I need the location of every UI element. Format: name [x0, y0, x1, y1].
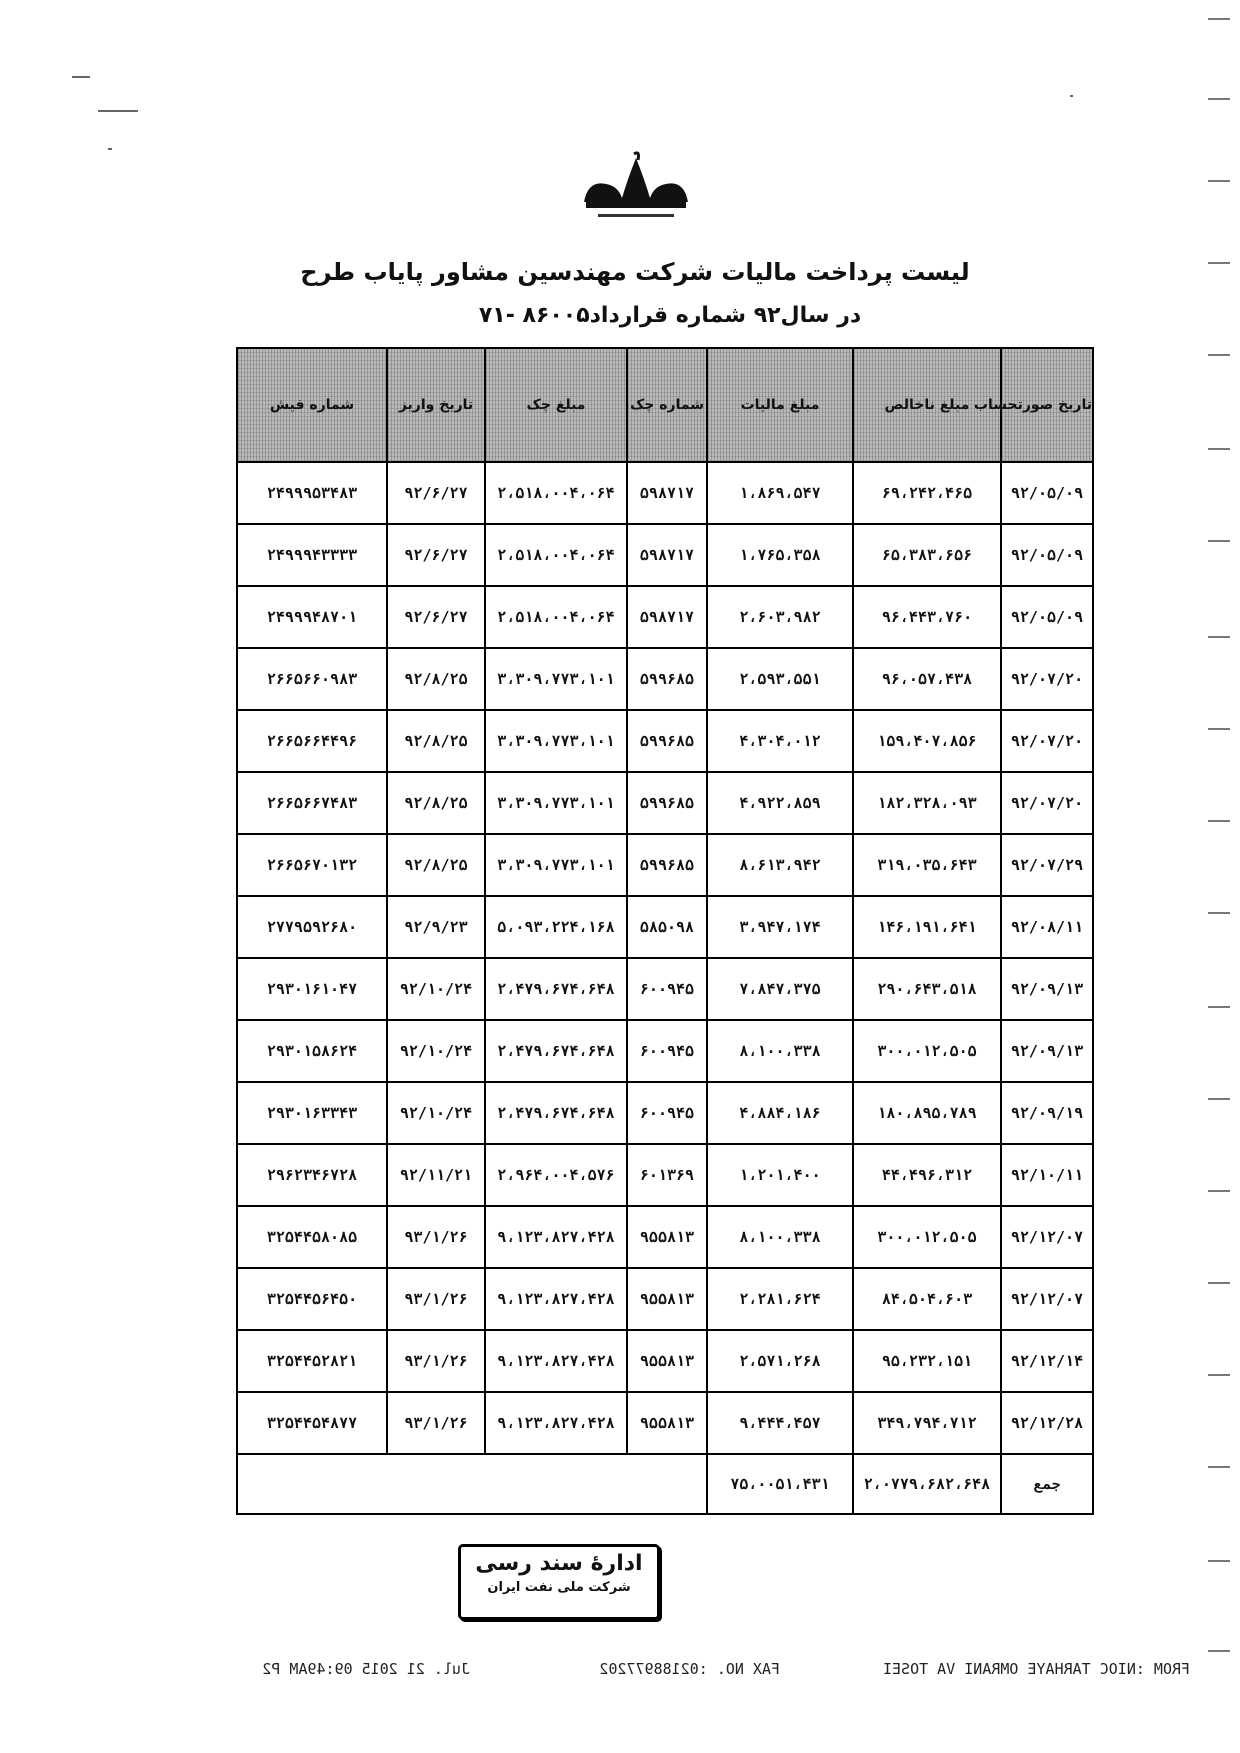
table-cell: ۱۴۶،۱۹۱،۶۴۱ [853, 896, 1001, 958]
nioc-logo-icon [578, 150, 694, 228]
table-cell: ۹۲/۱۲/۱۴ [1001, 1330, 1093, 1392]
table-cell: ۶۰۰۹۴۵ [627, 1020, 707, 1082]
table-row [237, 1392, 1093, 1454]
table-cell: ۲،۹۶۴،۰۰۴،۵۷۶ [485, 1144, 627, 1206]
table-header-row [237, 348, 1093, 462]
table-cell: ۹۳/۱/۲۶ [387, 1206, 485, 1268]
table-cell: ۶۵،۳۸۳،۶۵۶ [853, 524, 1001, 586]
table-cell: ۲،۵۹۳،۵۵۱ [707, 648, 853, 710]
table-cell: ۳۲۵۴۴۵۸۰۸۵ [237, 1206, 387, 1268]
column-header: شماره فیش [237, 348, 387, 462]
table-cell: ۸،۱۰۰،۳۳۸ [707, 1020, 853, 1082]
table-cell: ۹۲/۸/۲۵ [387, 710, 485, 772]
table-cell: ۹۲/۰۷/۲۰ [1001, 772, 1093, 834]
table-row [237, 462, 1093, 524]
table-cell: ۹۲/۶/۲۷ [387, 524, 485, 586]
table-cell: ۲۷۷۹۵۹۲۶۸۰ [237, 896, 387, 958]
total-tax: ۷۵،۰۰۵۱،۴۳۱ [707, 1454, 853, 1514]
table-row [237, 648, 1093, 710]
table-cell: ۹۲/۰۸/۱۱ [1001, 896, 1093, 958]
table-cell: ۴۴،۴۹۶،۳۱۲ [853, 1144, 1001, 1206]
table-cell: ۵۹۸۷۱۷ [627, 586, 707, 648]
table-cell: ۹۵۵۸۱۳ [627, 1268, 707, 1330]
table-cell: ۹۳/۱/۲۶ [387, 1392, 485, 1454]
table-cell: ۱،۷۶۵،۳۵۸ [707, 524, 853, 586]
table-cell: ۵۹۸۷۱۷ [627, 462, 707, 524]
table-row [237, 834, 1093, 896]
stamp-title: ادارهٔ سند رسی [475, 1551, 643, 1576]
table-row [237, 958, 1093, 1020]
table-cell: ۹۲/۶/۲۷ [387, 462, 485, 524]
table-cell: ۳۲۵۴۴۵۶۴۵۰ [237, 1268, 387, 1330]
table-cell: ۵۹۹۶۸۵ [627, 834, 707, 896]
table-row [237, 1330, 1093, 1392]
table-cell: ۹۲/۰۵/۰۹ [1001, 524, 1093, 586]
table-cell: ۲،۴۷۹،۶۷۴،۶۴۸ [485, 1082, 627, 1144]
table-cell: ۹۵۵۸۱۳ [627, 1330, 707, 1392]
table-cell: ۹،۱۲۳،۸۲۷،۴۲۸ [485, 1392, 627, 1454]
table-cell: ۲۶۶۵۶۶۰۹۸۳ [237, 648, 387, 710]
table-cell: ۲،۵۱۸،۰۰۴،۰۶۴ [485, 586, 627, 648]
table-cell: ۲۴۹۹۹۵۳۴۸۳ [237, 462, 387, 524]
table-cell: ۷،۸۴۷،۳۷۵ [707, 958, 853, 1020]
table-row [237, 710, 1093, 772]
table-cell: ۲۹۶۲۳۴۶۷۲۸ [237, 1144, 387, 1206]
table-cell: ۹۲/۱۰/۲۴ [387, 958, 485, 1020]
stamp-org: شرکت ملی نفت ایران [487, 1580, 631, 1595]
table-cell: ۵۹۸۷۱۷ [627, 524, 707, 586]
table-cell: ۹۲/۹/۲۳ [387, 896, 485, 958]
table-cell: ۹۲/۸/۲۵ [387, 834, 485, 896]
table-cell: ۲،۴۷۹،۶۷۴،۶۴۸ [485, 1020, 627, 1082]
table-cell: ۳،۳۰۹،۷۷۳،۱۰۱ [485, 710, 627, 772]
column-header: مبلغ ناخالص [853, 348, 1001, 462]
total-gross: ۲،۰۷۷۹،۶۸۲،۶۴۸ [853, 1454, 1001, 1514]
table-cell: ۹،۴۴۴،۴۵۷ [707, 1392, 853, 1454]
table-cell: ۲۴۹۹۹۴۳۳۳۳ [237, 524, 387, 586]
table-cell: ۳،۳۰۹،۷۷۳،۱۰۱ [485, 772, 627, 834]
total-label: جمع [1001, 1454, 1093, 1514]
table-cell: ۱۸۰،۸۹۵،۷۸۹ [853, 1082, 1001, 1144]
table-cell: ۲۹۳۰۱۶۳۳۴۳ [237, 1082, 387, 1144]
table-cell: ۱،۸۶۹،۵۴۷ [707, 462, 853, 524]
table-cell: ۶۰۱۳۶۹ [627, 1144, 707, 1206]
table-cell: ۳۰۰،۰۱۲،۵۰۵ [853, 1020, 1001, 1082]
table-cell: ۹۲/۱۲/۰۷ [1001, 1268, 1093, 1330]
table-cell: ۳۲۵۴۴۵۴۸۷۷ [237, 1392, 387, 1454]
table-cell: ۹۲/۸/۲۵ [387, 648, 485, 710]
table-cell: ۶۰۰۹۴۵ [627, 958, 707, 1020]
table-cell: ۶۰۰۹۴۵ [627, 1082, 707, 1144]
table-cell: ۲،۵۱۸،۰۰۴،۰۶۴ [485, 524, 627, 586]
table-cell: ۹۲/۸/۲۵ [387, 772, 485, 834]
table-cell: ۲،۲۸۱،۶۲۴ [707, 1268, 853, 1330]
table-cell: ۹۶،۴۴۳،۷۶۰ [853, 586, 1001, 648]
table-row [237, 1020, 1093, 1082]
table-cell: ۳،۳۰۹،۷۷۳،۱۰۱ [485, 648, 627, 710]
table-cell: ۱۵۹،۴۰۷،۸۵۶ [853, 710, 1001, 772]
table-cell: ۴،۸۸۴،۱۸۶ [707, 1082, 853, 1144]
table-cell: ۹۲/۶/۲۷ [387, 586, 485, 648]
table-cell: ۹۲/۱۲/۰۷ [1001, 1206, 1093, 1268]
table-row [237, 772, 1093, 834]
fax-date: Jul. 21 2015 09:49AM P2 [262, 1660, 470, 1678]
table-cell: ۳۴۹،۷۹۴،۷۱۲ [853, 1392, 1001, 1454]
fax-number: FAX NO. :02188977202 [599, 1660, 780, 1678]
table-cell: ۲۹۳۰۱۵۸۶۲۴ [237, 1020, 387, 1082]
table-cell: ۳۱۹،۰۳۵،۶۴۳ [853, 834, 1001, 896]
table-cell: ۳۰۰،۰۱۲،۵۰۵ [853, 1206, 1001, 1268]
table-cell: ۲،۴۷۹،۶۷۴،۶۴۸ [485, 958, 627, 1020]
table-cell: ۹۲/۱۱/۲۱ [387, 1144, 485, 1206]
table-cell: ۲۶۶۵۶۶۷۴۸۳ [237, 772, 387, 834]
table-cell: ۲۶۶۵۶۶۴۴۹۶ [237, 710, 387, 772]
total-row [237, 1454, 1093, 1514]
document-subtitle: در سال۹۲ شماره قرارداد۸۶۰۰۵ -۷۱ [478, 303, 862, 328]
table-cell: ۹۵۵۸۱۳ [627, 1392, 707, 1454]
table-row [237, 524, 1093, 586]
table-cell: ۹۲/۰۵/۰۹ [1001, 586, 1093, 648]
table-cell: ۹۲/۱۲/۲۸ [1001, 1392, 1093, 1454]
total-empty-cell [237, 1454, 707, 1514]
document-title: لیست پرداخت مالیات شرکت مهندسین مشاور پایاب طرح [300, 258, 970, 286]
table-cell: ۹۵،۲۳۲،۱۵۱ [853, 1330, 1001, 1392]
table-cell: ۲۴۹۹۹۴۸۷۰۱ [237, 586, 387, 648]
table-cell: ۲۶۶۵۶۷۰۱۳۲ [237, 834, 387, 896]
table-cell: ۹۲/۰۹/۱۳ [1001, 1020, 1093, 1082]
fax-header-mirrored [150, 1660, 1190, 1684]
table-cell: ۹۲/۱۰/۲۴ [387, 1082, 485, 1144]
table-cell: ۳۲۵۴۴۵۲۸۲۱ [237, 1330, 387, 1392]
table-row [237, 1206, 1093, 1268]
table-cell: ۹،۱۲۳،۸۲۷،۴۲۸ [485, 1330, 627, 1392]
table-cell: ۲۹۳۰۱۶۱۰۴۷ [237, 958, 387, 1020]
table-cell: ۹۲/۰۷/۲۰ [1001, 648, 1093, 710]
table-row [237, 896, 1093, 958]
column-header: تاریخ صورتحساب [1001, 348, 1093, 462]
table-cell: ۲،۵۱۸،۰۰۴،۰۶۴ [485, 462, 627, 524]
table-cell: ۹۲/۰۹/۱۳ [1001, 958, 1093, 1020]
table-cell: ۹۲/۱۰/۲۴ [387, 1020, 485, 1082]
table-cell: ۳،۹۴۷،۱۷۴ [707, 896, 853, 958]
table-cell: ۲۹۰،۶۴۳،۵۱۸ [853, 958, 1001, 1020]
table-cell: ۵۸۵۰۹۸ [627, 896, 707, 958]
table-cell: ۹۳/۱/۲۶ [387, 1268, 485, 1330]
official-stamp [458, 1544, 660, 1620]
table-cell: ۹۲/۱۰/۱۱ [1001, 1144, 1093, 1206]
table-cell: ۲،۶۰۳،۹۸۲ [707, 586, 853, 648]
table-cell: ۸،۶۱۳،۹۴۲ [707, 834, 853, 896]
table-row [237, 1144, 1093, 1206]
table-cell: ۹۲/۰۷/۲۰ [1001, 710, 1093, 772]
table-cell: ۵۹۹۶۸۵ [627, 772, 707, 834]
fax-from: FROM :NIOC TARHAYE OMRANI VA TOSEI [882, 1660, 1190, 1678]
table-cell: ۹،۱۲۳،۸۲۷،۴۲۸ [485, 1268, 627, 1330]
column-header: شماره چک [627, 348, 707, 462]
table-cell: ۹۲/۰۹/۱۹ [1001, 1082, 1093, 1144]
table-cell: ۲،۵۷۱،۲۶۸ [707, 1330, 853, 1392]
table-cell: ۵۹۹۶۸۵ [627, 648, 707, 710]
table-cell: ۶۹،۲۴۲،۴۶۵ [853, 462, 1001, 524]
table-cell: ۴،۹۲۲،۸۵۹ [707, 772, 853, 834]
table-cell: ۹۲/۰۷/۲۹ [1001, 834, 1093, 896]
table-cell: ۹۶،۰۵۷،۴۳۸ [853, 648, 1001, 710]
tax-payment-table [236, 347, 1094, 1515]
table-cell: ۸۴،۵۰۴،۶۰۳ [853, 1268, 1001, 1330]
table-cell: ۳،۳۰۹،۷۷۳،۱۰۱ [485, 834, 627, 896]
table-cell: ۵۹۹۶۸۵ [627, 710, 707, 772]
column-header: تاریخ واریز [387, 348, 485, 462]
table-cell: ۹۲/۰۵/۰۹ [1001, 462, 1093, 524]
table-cell: ۱،۲۰۱،۴۰۰ [707, 1144, 853, 1206]
table-row [237, 1082, 1093, 1144]
table-row [237, 586, 1093, 648]
table-row [237, 1268, 1093, 1330]
table-cell: ۸،۱۰۰،۳۳۸ [707, 1206, 853, 1268]
table-cell: ۹،۱۲۳،۸۲۷،۴۲۸ [485, 1206, 627, 1268]
table-cell: ۹۳/۱/۲۶ [387, 1330, 485, 1392]
column-header: مبلغ چک [485, 348, 627, 462]
table-cell: ۵،۰۹۳،۲۲۴،۱۶۸ [485, 896, 627, 958]
table-cell: ۱۸۲،۳۲۸،۰۹۳ [853, 772, 1001, 834]
column-header: مبلغ مالیات [707, 348, 853, 462]
table-cell: ۹۵۵۸۱۳ [627, 1206, 707, 1268]
table-cell: ۴،۳۰۴،۰۱۲ [707, 710, 853, 772]
